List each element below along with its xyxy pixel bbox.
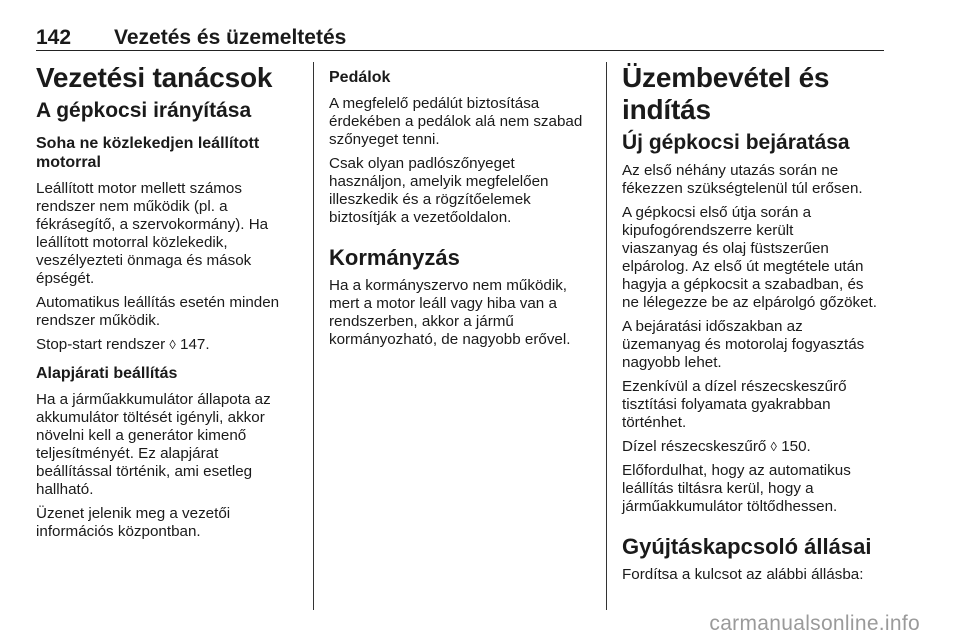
- page-ref-icon: ◊: [169, 337, 176, 352]
- heading-pedals: Pedálok: [329, 69, 391, 86]
- paragraph-stop-start-ref: [36, 336, 298, 354]
- paragraph-pedals-1: A megfelelő pedálút biztosítása érdekében a pedálok alá nem szabad szőnyeget tenni.: [329, 95, 583, 148]
- xref-page[interactable]: 150.: [776, 438, 811, 455]
- heading-never-drive-engine-off: Soha ne közlekedjen leállított motorral: [36, 135, 260, 171]
- paragraph-pedals-2: Csak olyan padlószőnyeget használjon, amelyik megfelelően illeszkedik és a rögzítőelemek biztosítják a vezetőoldalon.: [329, 155, 549, 226]
- xref-text: Stop-start rendszer: [36, 336, 170, 353]
- xref-page[interactable]: 147.: [175, 336, 210, 353]
- column-divider-1: [313, 62, 314, 610]
- subsection-title-break-in: Új gépkocsi bejáratása: [622, 131, 850, 154]
- paragraph-dpf-ref: [622, 438, 890, 456]
- heading-idle-setting: Alapjárati beállítás: [36, 365, 178, 382]
- page-header: [36, 14, 884, 51]
- paragraph-break-in-3: A bejáratási időszakban az üzemanyag és motorolaj fogyasztás nagyobb lehet.: [622, 318, 865, 371]
- xref-text: Dízel részecskeszűrő: [622, 438, 771, 455]
- column-3: [622, 62, 890, 590]
- section-title-driving-tips: Vezetési tanácsok: [36, 62, 273, 93]
- paragraph-engine-off-systems: Leállított motor mellett számos rendszer nem működik (pl. a fékrásegítő, a szervokormány). Ha leállított motorral közlekedik, veszélyezteti önmaga és mások épségét.: [36, 180, 269, 287]
- column-divider-2: [606, 62, 607, 610]
- subsection-title-steering: Kormányzás: [329, 245, 460, 270]
- column-1: [36, 62, 298, 547]
- paragraph-break-in-4: Ezenkívül a dízel részecskeszűrő tisztítási folyamata gyakrabban történhet.: [622, 378, 847, 431]
- paragraph-break-in-6: Előfordulhat, hogy az automatikus leállítás tiltásra kerül, hogy a járműakkumulátor töltődhessen.: [622, 462, 851, 515]
- paragraph-steering: Ha a kormányszervo nem működik, mert a motor leáll vagy hiba van a rendszerben, akkor a jármű kormányozható, de nagyobb erővel.: [329, 277, 571, 348]
- column-2: [329, 62, 591, 355]
- section-title-startup: Üzembevétel és indítás: [622, 62, 830, 125]
- watermark: carmanualsonline.info: [709, 612, 920, 635]
- subsection-title-ignition-positions: Gyújtáskapcsoló állásai: [622, 534, 872, 559]
- page-number: 142: [36, 26, 72, 49]
- page-ref-icon: ◊: [770, 439, 777, 454]
- paragraph-autostop-systems: Automatikus leállítás esetén minden rendszer működik.: [36, 294, 280, 329]
- paragraph-idle-setting: Ha a járműakkumulátor állapota az akkumulátor töltését igényli, akkor növelni kell a generátor kimenő teljesítményét. Ez alapjárat beállítással történik, ami esetleg hallható.: [36, 391, 271, 498]
- paragraph-break-in-1: Az első néhány utazás során ne fékezzen szükségtelenül túl erősen.: [622, 162, 863, 197]
- paragraph-driver-info-message: Üzenet jelenik meg a vezetői információs központban.: [36, 505, 231, 540]
- paragraph-ignition-positions: Fordítsa a kulcsot az alábbi állásba:: [622, 566, 864, 583]
- paragraph-break-in-2: A gépkocsi első útja során a kipufogórendszerre került viaszanyag és olaj füstszerűen elpárolog. Az első út megtétele után hagyja a gépkocsit a szabadban, és ne lélegezze be az elpárolgó gőzöket.: [622, 204, 877, 311]
- running-title: Vezetés és üzemeltetés: [114, 26, 347, 49]
- subsection-title-vehicle-control: A gépkocsi irányítása: [36, 99, 252, 122]
